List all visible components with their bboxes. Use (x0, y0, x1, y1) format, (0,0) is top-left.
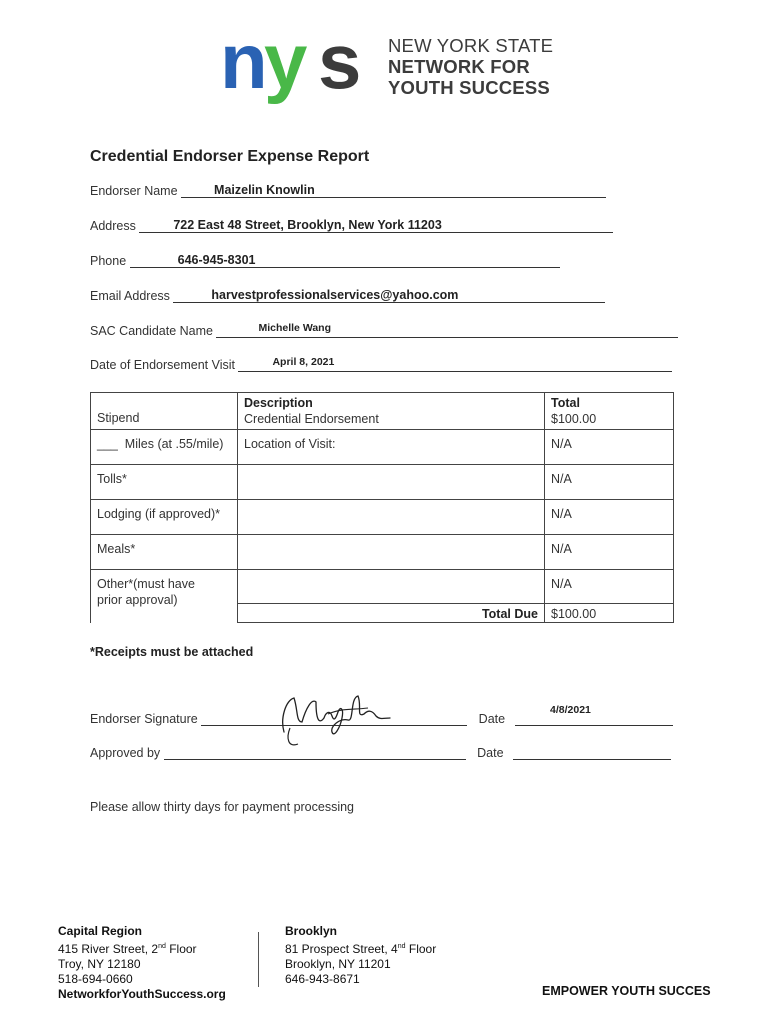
item-cell (91, 465, 238, 500)
total-cell[interactable] (545, 465, 674, 500)
total-cell[interactable] (545, 500, 674, 535)
item-cell (91, 393, 238, 430)
footer-heading: Capital Region (58, 924, 143, 938)
table-row (91, 535, 674, 570)
endorsement-date-label: Date of Endorsement Visit (90, 358, 235, 372)
total-cell[interactable] (545, 393, 674, 430)
endorser-name-row (90, 184, 606, 198)
footer-capital-region (58, 924, 226, 1002)
footer-address-line: 81 Prospect Street, 4nd Floor (285, 942, 437, 956)
item-cell (91, 430, 238, 465)
total-header: Total (551, 396, 580, 410)
processing-note: Please allow thirty days for payment processing (90, 800, 355, 814)
approved-date-field[interactable] (513, 746, 671, 760)
logo-letter-s: s (318, 30, 362, 105)
phone-value: 646-945-8301 (177, 253, 256, 267)
logo-letter-n: n (220, 30, 264, 105)
sac-candidate-value: Michelle Wang (258, 322, 332, 334)
item-label: Other*(must have prior approval) (97, 577, 195, 607)
item-label: Tolls* (97, 472, 127, 486)
table-row (91, 570, 674, 604)
approved-field[interactable] (164, 746, 466, 760)
total-value: $100.00 (551, 412, 597, 426)
footer-heading: Brooklyn (285, 924, 338, 938)
email-field[interactable] (173, 289, 605, 303)
footer-slogan: EMPOWER YOUTH SUCCES (542, 984, 711, 998)
address-row (90, 219, 613, 233)
description-cell[interactable] (238, 535, 545, 570)
description-value: Credential Endorsement (244, 412, 379, 426)
description-header: Description (244, 396, 313, 410)
item-label: ___ Miles (at .55/mile) (97, 437, 224, 451)
receipts-note: *Receipts must be attached (90, 645, 254, 659)
total-value: N/A (551, 437, 572, 451)
endorser-name-field[interactable] (181, 184, 606, 198)
approved-date-label: Date (477, 746, 504, 760)
signature-stroke (328, 708, 368, 714)
total-value: N/A (551, 507, 572, 521)
nys-logo (220, 30, 560, 125)
description-cell[interactable] (238, 500, 545, 535)
description-cell[interactable] (238, 393, 545, 430)
address-field[interactable] (139, 219, 613, 233)
item-label: Lodging (if approved)* (97, 507, 220, 521)
signature-date-label: Date (478, 712, 506, 726)
item-cell (91, 500, 238, 535)
description-cell[interactable] (238, 570, 545, 604)
total-value: N/A (551, 577, 572, 591)
table-row (91, 393, 674, 430)
logo-tagline (388, 35, 553, 98)
description-cell[interactable] (238, 465, 545, 500)
total-due-value[interactable]: $100.00 (545, 604, 674, 623)
email-value: harvestprofessionalservices@yahoo.com (211, 288, 459, 302)
signature-stroke (283, 696, 390, 734)
expense-table (90, 392, 674, 623)
signature-stroke (288, 728, 298, 745)
endorsement-date-row (90, 358, 672, 372)
email-label: Email Address (90, 289, 170, 303)
item-cell (91, 535, 238, 570)
endorser-name-label: Endorser Name (90, 184, 178, 198)
footer-city-line: Brooklyn, NY 11201 (285, 957, 391, 971)
endorsement-date-field[interactable] (238, 358, 672, 372)
total-value: N/A (551, 542, 572, 556)
footer-city-line: Troy, NY 12180 (58, 957, 141, 971)
phone-field[interactable] (130, 254, 560, 268)
total-value: N/A (551, 472, 572, 486)
approved-row (90, 746, 671, 760)
handwritten-signature (272, 688, 394, 750)
approved-label: Approved by (90, 746, 161, 760)
logo-tagline-line: NEW YORK STATE (388, 35, 554, 56)
footer-divider (258, 932, 259, 987)
item-label: Meals* (97, 542, 136, 556)
item-cell (91, 570, 238, 623)
sac-candidate-label: SAC Candidate Name (90, 324, 213, 338)
email-row (90, 289, 605, 303)
report-title: Credential Endorser Expense Report (90, 148, 370, 165)
item-label: Stipend (97, 411, 140, 425)
endorser-name-value: Maizelin Knowlin (214, 183, 315, 197)
address-label: Address (90, 219, 136, 233)
footer-phone: 646-943-8671 (285, 972, 360, 986)
signature-date-field[interactable] (515, 712, 673, 726)
total-cell[interactable] (545, 430, 674, 465)
address-value: 722 East 48 Street, Brooklyn, New York 11203 (173, 218, 442, 232)
nys-logo-mark (220, 30, 385, 125)
table-row (91, 430, 674, 465)
footer-website-link[interactable]: NetworkforYouthSuccess.org (58, 987, 226, 1001)
logo-letter-y: y (264, 30, 308, 105)
footer-phone: 518-694-0660 (58, 972, 133, 986)
description-cell[interactable] (238, 430, 545, 465)
footer-address-line: 415 River Street, 2nd Floor (58, 942, 197, 956)
logo-tagline-line: YOUTH SUCCESS (388, 77, 550, 98)
total-due-label: Total Due (238, 604, 545, 623)
sac-candidate-row (90, 324, 678, 338)
endorsement-date-value: April 8, 2021 (272, 356, 335, 368)
table-row (91, 500, 674, 535)
signature-label: Endorser Signature (90, 712, 198, 726)
total-cell[interactable] (545, 535, 674, 570)
sac-candidate-field[interactable] (216, 324, 678, 338)
table-row (91, 465, 674, 500)
total-cell[interactable] (545, 570, 674, 604)
phone-label: Phone (90, 254, 127, 268)
signature-date-value: 4/8/2021 (550, 704, 591, 716)
footer-brooklyn (285, 924, 436, 987)
description-value: Location of Visit: (244, 437, 336, 451)
phone-row (90, 254, 560, 268)
logo-tagline-line: NETWORK FOR (388, 56, 530, 77)
